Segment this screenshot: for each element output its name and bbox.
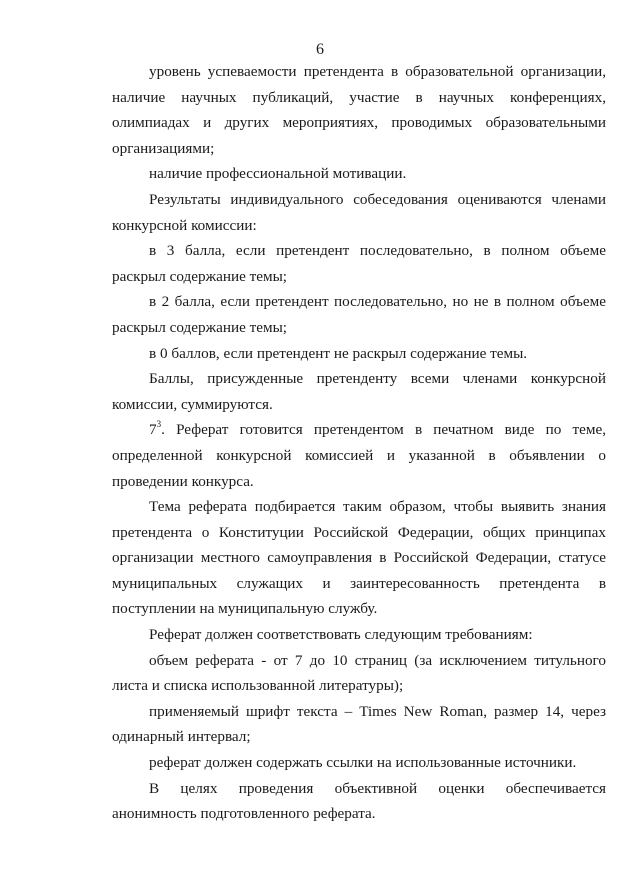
paragraph-requirement-references: реферат должен содержать ссылки на использованные источники.	[149, 754, 577, 772]
page-number: 6	[316, 41, 324, 58]
document-body	[112, 59, 606, 827]
clause-number: 7	[149, 421, 157, 439]
paragraph-score-2: в 2 балла, если претендент последовательно, но не в полном объеме раскрыл содержание темы;	[112, 293, 606, 336]
paragraph-requirements-intro: Реферат должен соответствовать следующим требованиям:	[149, 626, 533, 644]
paragraph-essay-topic: Тема реферата подбирается таким образом, чтобы выявить знания претендента о Конституции Российской Федерации, общих принципах организации местного самоуправления в Российской Федерации, статусе муниципальных служащих и заинтересованность претендента в поступлении на муниципальную службу.	[112, 498, 606, 618]
paragraph-academic-performance: уровень успеваемости претендента в образовательной организации, наличие научных публикаций, участие в научных конференциях, олимпиадах и других мероприятиях, проводимых образовательными организациями;	[112, 63, 606, 157]
paragraph-score-0: в 0 баллов, если претендент не раскрыл содержание темы.	[149, 344, 528, 362]
paragraph-interview-results: Результаты индивидуального собеседования оцениваются членами конкурсной комиссии:	[112, 190, 606, 234]
paragraph-anonymity: В целях проведения объективной оценки обеспечивается анонимность подготовленного реферата.	[112, 779, 606, 823]
paragraph-essay-clause	[112, 417, 606, 494]
clause-text: . Реферат готовится претендентом в печатном виде по теме, определенной конкурсной комиссией и указанной в объявлении о проведении конкурса.	[112, 421, 606, 490]
paragraph-scores-summed: Баллы, присужденные претенденту всеми членами конкурсной комиссии, суммируются.	[112, 370, 606, 413]
clause-superscript: 3	[156, 419, 162, 430]
paragraph-motivation: наличие профессиональной мотивации.	[149, 165, 407, 183]
paragraph-requirement-font: применяемый шрифт текста – Times New Roman, размер 14, через одинарный интервал;	[112, 702, 606, 746]
paragraph-requirement-length: объем реферата - от 7 до 10 страниц (за исключением титульного листа и списка использованной литературы);	[112, 651, 606, 695]
paragraph-score-3: в 3 балла, если претендент последовательно, в полном объеме раскрыл содержание темы;	[112, 242, 606, 285]
